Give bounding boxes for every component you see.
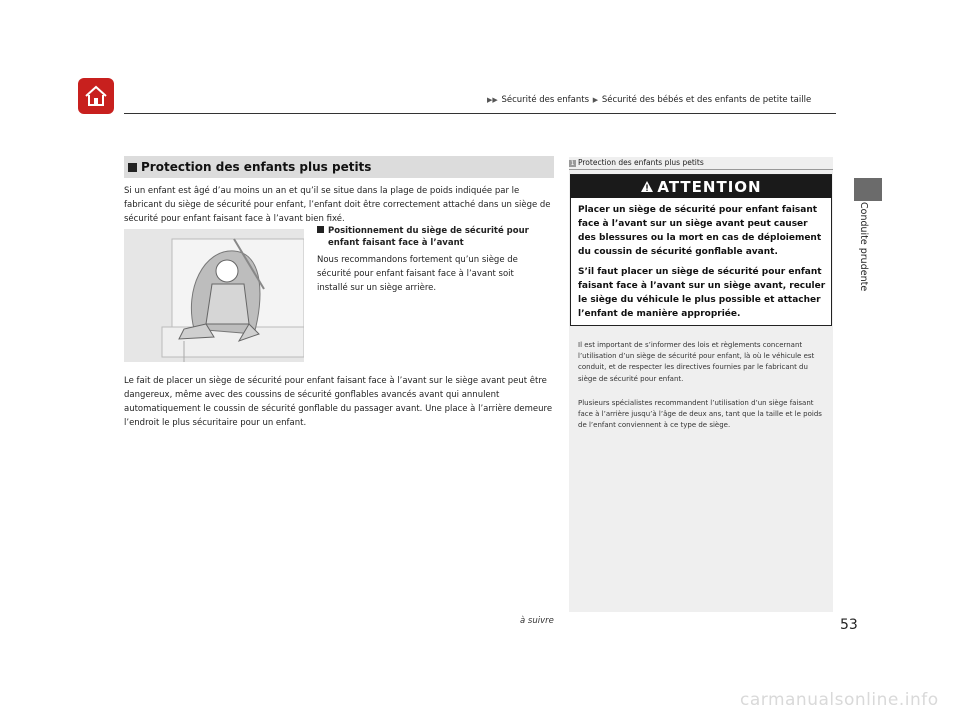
- watermark: carmanualsonline.info: [740, 690, 939, 710]
- warning-paragraph: Le fait de placer un siège de sécurité pour enfant faisant face à l’avant sur le siège avant peut être dangereux, même avec des coussins de sécurité gonflables avancés avant qui annulent automatiquement le coussin de sécurité gonflable du passager avant. Une place à l’arrière demeure l’endroit le plus sécuritaire pour un enfant.: [124, 376, 553, 428]
- subsection-bullet-icon: [317, 226, 324, 233]
- chapter-tab: [854, 178, 882, 201]
- breadcrumb: [486, 95, 811, 105]
- attention-title: ATTENTION: [657, 177, 762, 196]
- reference-icon: 1: [570, 160, 575, 167]
- section-header: [124, 156, 554, 178]
- attention-text-2: S’il faut placer un siège de sécurité pour enfant faisant face à l’avant sur un siège avant, reculer le siège du véhicule le plus possible et attacher l’enfant de manière appropriée.: [578, 267, 826, 319]
- breadcrumb-arrow-icon: ▶: [592, 96, 599, 104]
- home-icon: [84, 85, 108, 107]
- subsection-title-line2: enfant faisant face à l’avant: [328, 238, 464, 248]
- subsection-title-line1: Positionnement du siège de sécurité pour: [328, 226, 529, 236]
- home-button[interactable]: [78, 78, 114, 114]
- section-title: Protection des enfants plus petits: [141, 160, 372, 174]
- sidebar-header: [569, 158, 833, 167]
- intro-paragraph: Si un enfant est âgé d’au moins un an et qu’il se situe dans la plage de poids indiquée par le fabricant du siège de sécurité pour enfant, l’enfant doit être correctement attaché dans un siège de sécurité pour enfant faisant face à l’avant bien fixé.: [124, 186, 551, 224]
- sidebar-divider: [569, 169, 833, 170]
- attention-text-1: Placer un siège de sécurité pour enfant faisant face à l’avant sur un siège avant peut causer des blessures ou la mort en cas de déploiement du coussin de sécurité gonflable avant.: [578, 205, 822, 257]
- sidebar-header-text: Protection des enfants plus petits: [578, 158, 704, 167]
- chapter-label: Conduite prudente: [858, 202, 869, 292]
- breadcrumb-item-infants[interactable]: Sécurité des bébés et des enfants de petite taille: [601, 95, 812, 105]
- attention-banner: [570, 175, 832, 198]
- subsection-title: [317, 225, 557, 249]
- subsection-body: Nous recommandons fortement qu’un siège de sécurité pour enfant faisant face à l’avant soit installé sur un siège arrière.: [317, 255, 518, 293]
- sidebar-note-2: Plusieurs spécialistes recommandent l’utilisation d’un siège faisant face à l’arrière jusqu’à l’âge de deux ans, tant que la taille et le poids de l’enfant conviennent à ce type de siège.: [578, 399, 822, 430]
- sidebar-note-1: Il est important de s’informer des lois et règlements concernant l’utilisation d’un siège de sécurité pour enfant, là où le véhicule est conduit, et de respecter les directives fournies par le fabricant du siège de sécurité pour enfant.: [578, 341, 815, 383]
- header-divider: [124, 113, 836, 114]
- child-seat-drawing: [124, 229, 304, 362]
- section-bullet-icon: [128, 163, 137, 172]
- warning-icon: [640, 180, 654, 193]
- continued-label[interactable]: à suivre: [520, 616, 554, 626]
- breadcrumb-arrow-icon: ▶▶: [487, 96, 498, 104]
- breadcrumb-item-safety[interactable]: Sécurité des enfants: [501, 95, 590, 105]
- page-number: 53: [840, 617, 858, 633]
- child-seat-illustration: [124, 229, 304, 362]
